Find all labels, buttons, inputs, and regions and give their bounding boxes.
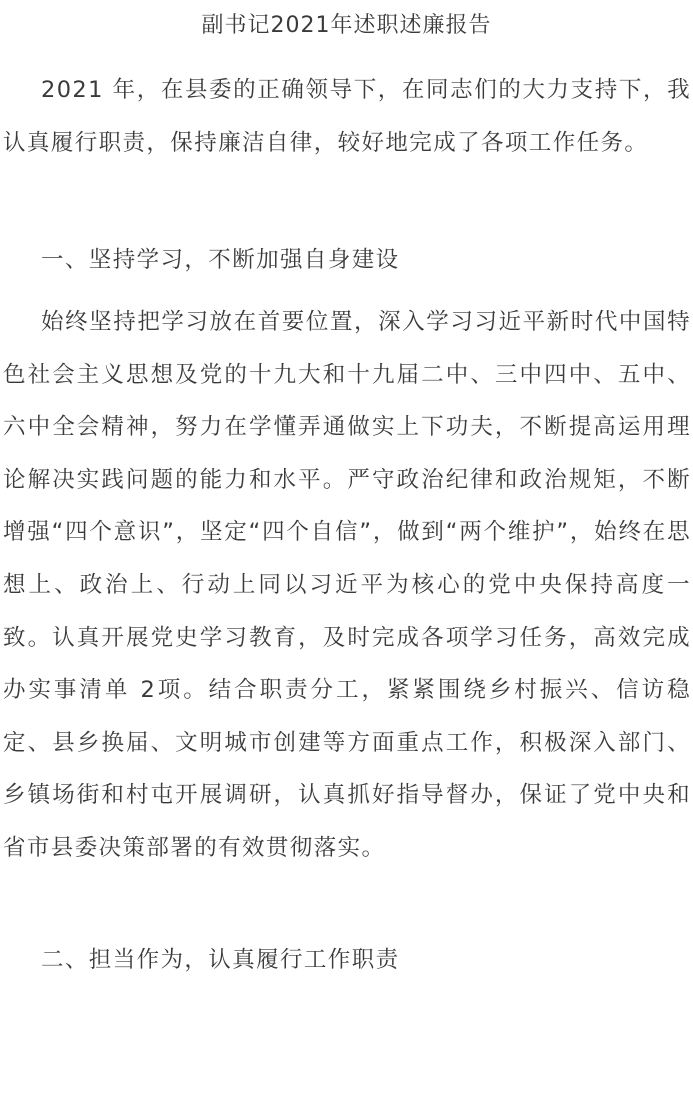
document-title: 副书记2021年述职述廉报告 — [201, 13, 492, 38]
section-1-body: 始终坚持把学习放在首要位置，深入学习习近平新时代中国特色社会主义思想及党的十九大和十九届二中、三中四中、五中、六中全会精神，努力在学懂弄通做实上下功夫，不断提高运用理论解决实践问题的能力和水平。严守政治纪律和政治规矩，不断增强“四个意识”，坚定“四个自信”，做到“两个维护”，始终在思想上、政治上、行动上同以习近平为核心的党中央保持高度一致。认真开展党史学习教育，及时完成各项学习任务，高效完成办实事清单 2项。结合职责分工，紧紧围绕乡村振兴、信访稳定、县乡换届、文明城市创建等方面重点工作，积极深入部门、乡镇场街和村屯开展调研，认真抓好指导督办，保证了党中央和省市县委决策部署的有效贯彻落实。 — [3, 309, 691, 861]
section-heading-2: 二、担当作为，认真履行工作职责 — [41, 947, 400, 973]
section-heading-1: 一、坚持学习，不断加强自身建设 — [41, 247, 400, 273]
intro-paragraph: 2021 年，在县委的正确领导下，在同志们的大力支持下，我认真履行职责，保持廉洁自律，较好地完成了各项工作任务。 — [3, 77, 691, 156]
